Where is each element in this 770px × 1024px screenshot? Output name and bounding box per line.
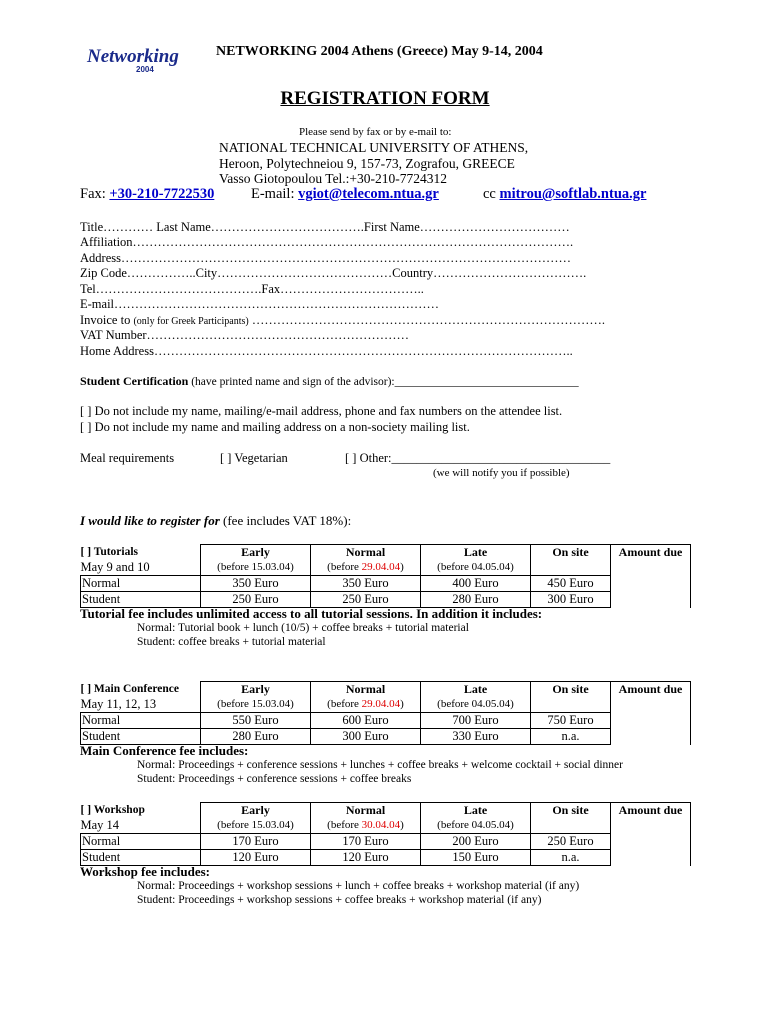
- logo-year: 2004: [136, 65, 154, 74]
- price-cell: 120 Euro: [311, 850, 421, 866]
- tel-fax-field[interactable]: Tel………………………………….Fax……………………………..: [80, 282, 424, 296]
- send-note: Please send by fax or by e-mail to:: [299, 126, 452, 138]
- normal-deadline: (before 30.04.04): [311, 818, 421, 834]
- option-attendee-list[interactable]: [ ] Do not include my name, mailing/e-mail address, phone and fax numbers on the attendee list.: [80, 404, 563, 418]
- home-address-field[interactable]: Home Address………………………………………………………………………………………..: [80, 344, 573, 358]
- onsite-header: On site: [531, 545, 611, 576]
- workshop-note-normal: Normal: Proceedings + workshop sessions + lunch + coffee breaks + workshop material (if any): [137, 880, 580, 892]
- zip-city-country-field[interactable]: Zip Code……………..City……………………………………Country……………………………….: [80, 266, 587, 280]
- tutorial-fee-title: Tutorial fee includes unlimited access to all tutorial sessions. In addition it includes:: [80, 606, 543, 621]
- student-certification[interactable]: Student Certification (have printed name and sign of the advisor):________________________________: [80, 374, 579, 388]
- address-field[interactable]: Address………………………………………………………………………………………………: [80, 251, 571, 265]
- meal-other-field[interactable]: [ ] Other:___________________________________: [345, 451, 611, 465]
- onsite-header: On site: [531, 803, 611, 834]
- address-line-2: Heroon, Polytechneiou 9, 157-73, Zografou, GREECE: [219, 156, 515, 171]
- late-deadline: (before 04.05.04): [421, 697, 531, 713]
- tutorials-dates: May 9 and 10: [80, 560, 150, 574]
- conference-fee-table: [80, 681, 691, 745]
- email-field[interactable]: E-mail……………………………………………………………………: [80, 297, 440, 311]
- late-deadline: (before 04.05.04): [421, 818, 531, 834]
- cc-email-link[interactable]: mitrou@softlab.ntua.gr: [499, 186, 647, 202]
- price-cell: 120 Euro: [201, 850, 311, 866]
- tutorial-note-normal: Normal: Tutorial book + lunch (10/5) + coffee breaks + tutorial material: [137, 622, 469, 634]
- price-cell: 330 Euro: [421, 729, 531, 745]
- row-label: Normal: [81, 713, 201, 729]
- price-cell: 550 Euro: [201, 713, 311, 729]
- normal-deadline: (before 29.04.04): [311, 697, 421, 713]
- email-contact: E-mail: vgiot@telecom.ntua.gr: [251, 186, 439, 202]
- early-header: Early: [201, 803, 311, 819]
- row-label: Normal: [81, 576, 201, 592]
- price-cell: 280 Euro: [421, 592, 531, 608]
- price-cell: 280 Euro: [201, 729, 311, 745]
- early-header: Early: [201, 682, 311, 698]
- price-cell: 700 Euro: [421, 713, 531, 729]
- early-deadline: (before 15.03.04): [201, 697, 311, 713]
- address-line-1: NATIONAL TECHNICAL UNIVERSITY OF ATHENS,: [219, 140, 529, 155]
- amount-due-cell[interactable]: Amount due: [611, 803, 691, 866]
- price-cell: 300 Euro: [531, 592, 611, 608]
- email-link[interactable]: vgiot@telecom.ntua.gr: [298, 186, 439, 202]
- workshop-dates: May 14: [80, 818, 120, 832]
- tutorials-checkbox[interactable]: [ ] Tutorials: [80, 546, 139, 558]
- conference-fee-title: Main Conference fee includes:: [80, 743, 249, 758]
- row-label: Student: [81, 850, 201, 866]
- fax-number[interactable]: +30-210-7722530: [109, 186, 215, 202]
- price-cell: 250 Euro: [311, 592, 421, 608]
- conference-note-normal: Normal: Proceedings + conference sessions + lunches + coffee breaks + welcome cocktail + social dinner: [137, 759, 623, 771]
- normal-header: Normal: [311, 803, 421, 819]
- affiliation-field[interactable]: Affiliation…………………………………………………………………………………………….: [80, 235, 574, 249]
- price-cell: 250 Euro: [201, 592, 311, 608]
- workshop-checkbox[interactable]: [ ] Workshop: [80, 804, 145, 816]
- invoice-field[interactable]: Invoice to (only for Greek Participants) ………………………………………………………………………….: [80, 313, 605, 327]
- title-name-field[interactable]: Title………… Last Name……………………………….First Name………………………………: [80, 220, 570, 234]
- price-cell: 400 Euro: [421, 576, 531, 592]
- late-deadline: (before 04.05.04): [421, 560, 531, 576]
- late-header: Late: [421, 682, 531, 698]
- row-label: Student: [81, 592, 201, 608]
- late-header: Late: [421, 545, 531, 561]
- vat-field[interactable]: VAT Number………………………………………………………: [80, 328, 410, 342]
- onsite-header: On site: [531, 682, 611, 713]
- tutorials-fee-table: [80, 544, 691, 608]
- price-cell: 350 Euro: [201, 576, 311, 592]
- event-header: NETWORKING 2004 Athens (Greece) May 9-14, 2004: [216, 44, 543, 59]
- row-label: Normal: [81, 834, 201, 850]
- conference-dates: May 11, 12, 13: [80, 697, 157, 711]
- late-header: Late: [421, 803, 531, 819]
- price-cell: 170 Euro: [201, 834, 311, 850]
- price-cell: 750 Euro: [531, 713, 611, 729]
- early-header: Early: [201, 545, 311, 561]
- option-mailing-list[interactable]: [ ] Do not include my name and mailing address on a non-society mailing list.: [80, 420, 470, 434]
- cc-contact: cc mitrou@softlab.ntua.gr: [483, 186, 647, 202]
- amount-due-cell[interactable]: Amount due: [611, 682, 691, 745]
- early-deadline: (before 15.03.04): [201, 560, 311, 576]
- normal-deadline: (before 29.04.04): [311, 560, 421, 576]
- price-cell: 300 Euro: [311, 729, 421, 745]
- logo-text: Networking: [87, 46, 179, 67]
- address-line-3: Vasso Giotopoulou Tel.:+30-210-7724312: [219, 171, 448, 186]
- conference-note-student: Student: Proceedings + conference sessions + coffee breaks: [137, 773, 412, 785]
- price-cell: 350 Euro: [311, 576, 421, 592]
- early-deadline: (before 15.03.04): [201, 818, 311, 834]
- normal-header: Normal: [311, 682, 421, 698]
- meal-label: Meal requirements: [80, 451, 175, 465]
- price-cell: 150 Euro: [421, 850, 531, 866]
- conference-checkbox[interactable]: [ ] Main Conference: [80, 683, 179, 695]
- price-cell: 450 Euro: [531, 576, 611, 592]
- price-cell: 250 Euro: [531, 834, 611, 850]
- contact-line: Fax: +30-210-7722530: [80, 186, 215, 202]
- meal-vegetarian-checkbox[interactable]: [ ] Vegetarian: [220, 451, 288, 465]
- normal-header: Normal: [311, 545, 421, 561]
- workshop-fee-table: [80, 802, 691, 866]
- price-cell: n.a.: [531, 729, 611, 745]
- price-cell: 170 Euro: [311, 834, 421, 850]
- workshop-note-student: Student: Proceedings + workshop sessions + coffee breaks + workshop material (if any): [137, 894, 542, 906]
- register-heading: I would like to register for (fee includes VAT 18%):: [80, 513, 352, 528]
- row-label: Student: [81, 729, 201, 745]
- meal-notify-note: (we will notify you if possible): [433, 467, 570, 479]
- price-cell: n.a.: [531, 850, 611, 866]
- price-cell: 600 Euro: [311, 713, 421, 729]
- page-title: REGISTRATION FORM: [280, 88, 490, 109]
- price-cell: 200 Euro: [421, 834, 531, 850]
- networking-logo: [86, 44, 179, 74]
- workshop-fee-title: Workshop fee includes:: [80, 864, 211, 879]
- tutorial-note-student: Student: coffee breaks + tutorial material: [137, 636, 326, 648]
- amount-due-cell[interactable]: Amount due: [611, 545, 691, 608]
